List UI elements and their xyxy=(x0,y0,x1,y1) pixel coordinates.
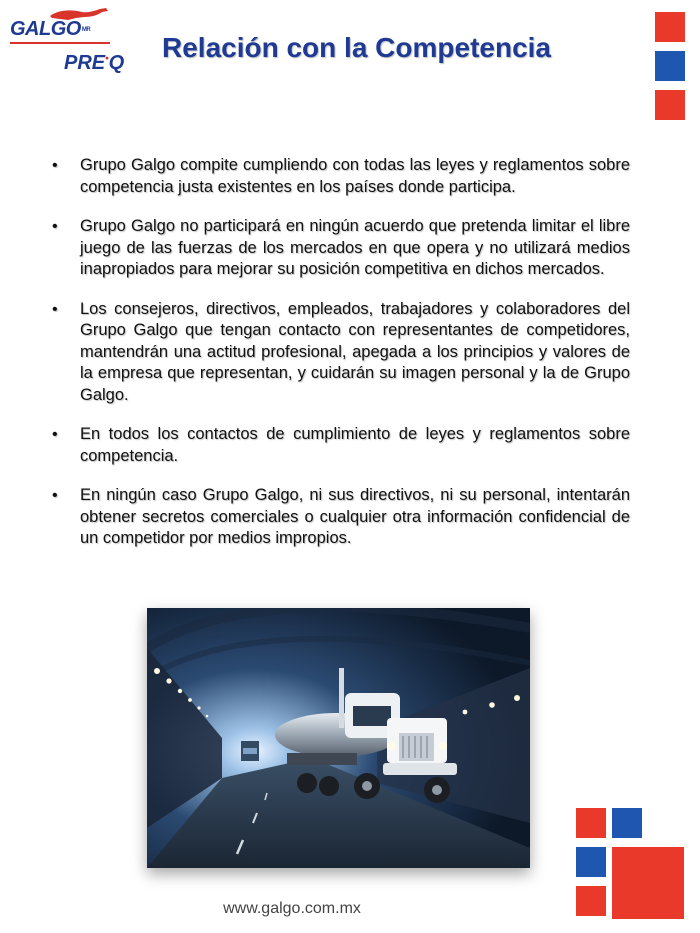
page-title: Relación con la Competencia xyxy=(162,32,551,63)
bullet-dot: • xyxy=(52,157,58,174)
galgo-wordmark: GALGOMR xyxy=(10,18,91,40)
blue-square xyxy=(576,847,606,877)
blue-square xyxy=(612,808,642,838)
bullet-item xyxy=(50,299,630,407)
bullet-item xyxy=(50,155,630,198)
trademark-mark: MR xyxy=(81,26,91,33)
preq-wordmark: PRE•Q xyxy=(64,52,125,74)
bullet-text: Los consejeros, directivos, empleados, trabajadores y colaboradores del Grupo Galgo que tengan contacto con representantes de competidores, mantendrán una actitud profesional, apegada a los principios y valores de la empresa que representan, y cuidarán su imagen personal y la de Grupo Galgo. xyxy=(80,299,630,404)
bullet-text: En todos los contactos de cumplimiento de leyes y reglamentos sobre competencia. xyxy=(80,425,630,465)
bullet-item xyxy=(50,216,630,281)
bullet-item xyxy=(50,424,630,467)
red-square xyxy=(576,808,606,838)
bullet-dot: • xyxy=(52,300,58,318)
tunnel-truck-photo xyxy=(147,608,530,868)
bullet-dot: • xyxy=(52,426,58,443)
bullet-text: En ningún caso Grupo Galgo, ni sus directivos, ni su personal, intentarán obtener secretos comerciales o cualquier otra información confidencial de un competidor por medios impropios. xyxy=(80,486,630,547)
logo-underline xyxy=(10,42,110,44)
bullet-dot: • xyxy=(52,218,58,235)
bullet-text: Grupo Galgo no participará en ningún acuerdo que pretenda limitar el libre juego de las fuerzas de los mercados en que opera y no utilizará medios inapropiados para mejorar su posición competitiva en dichos mercados. xyxy=(80,217,630,278)
bullet-list xyxy=(50,155,630,568)
red-square xyxy=(655,90,685,120)
red-square xyxy=(655,12,685,42)
website-url: www.galgo.com.mx xyxy=(223,900,361,917)
bullet-item xyxy=(50,485,630,550)
blue-square xyxy=(655,51,685,81)
bullet-dot: • xyxy=(52,487,58,504)
red-square xyxy=(612,847,684,919)
bullet-text: Grupo Galgo compite cumpliendo con todas las leyes y reglamentos sobre competencia justa existentes en los países donde participa. xyxy=(80,156,630,196)
